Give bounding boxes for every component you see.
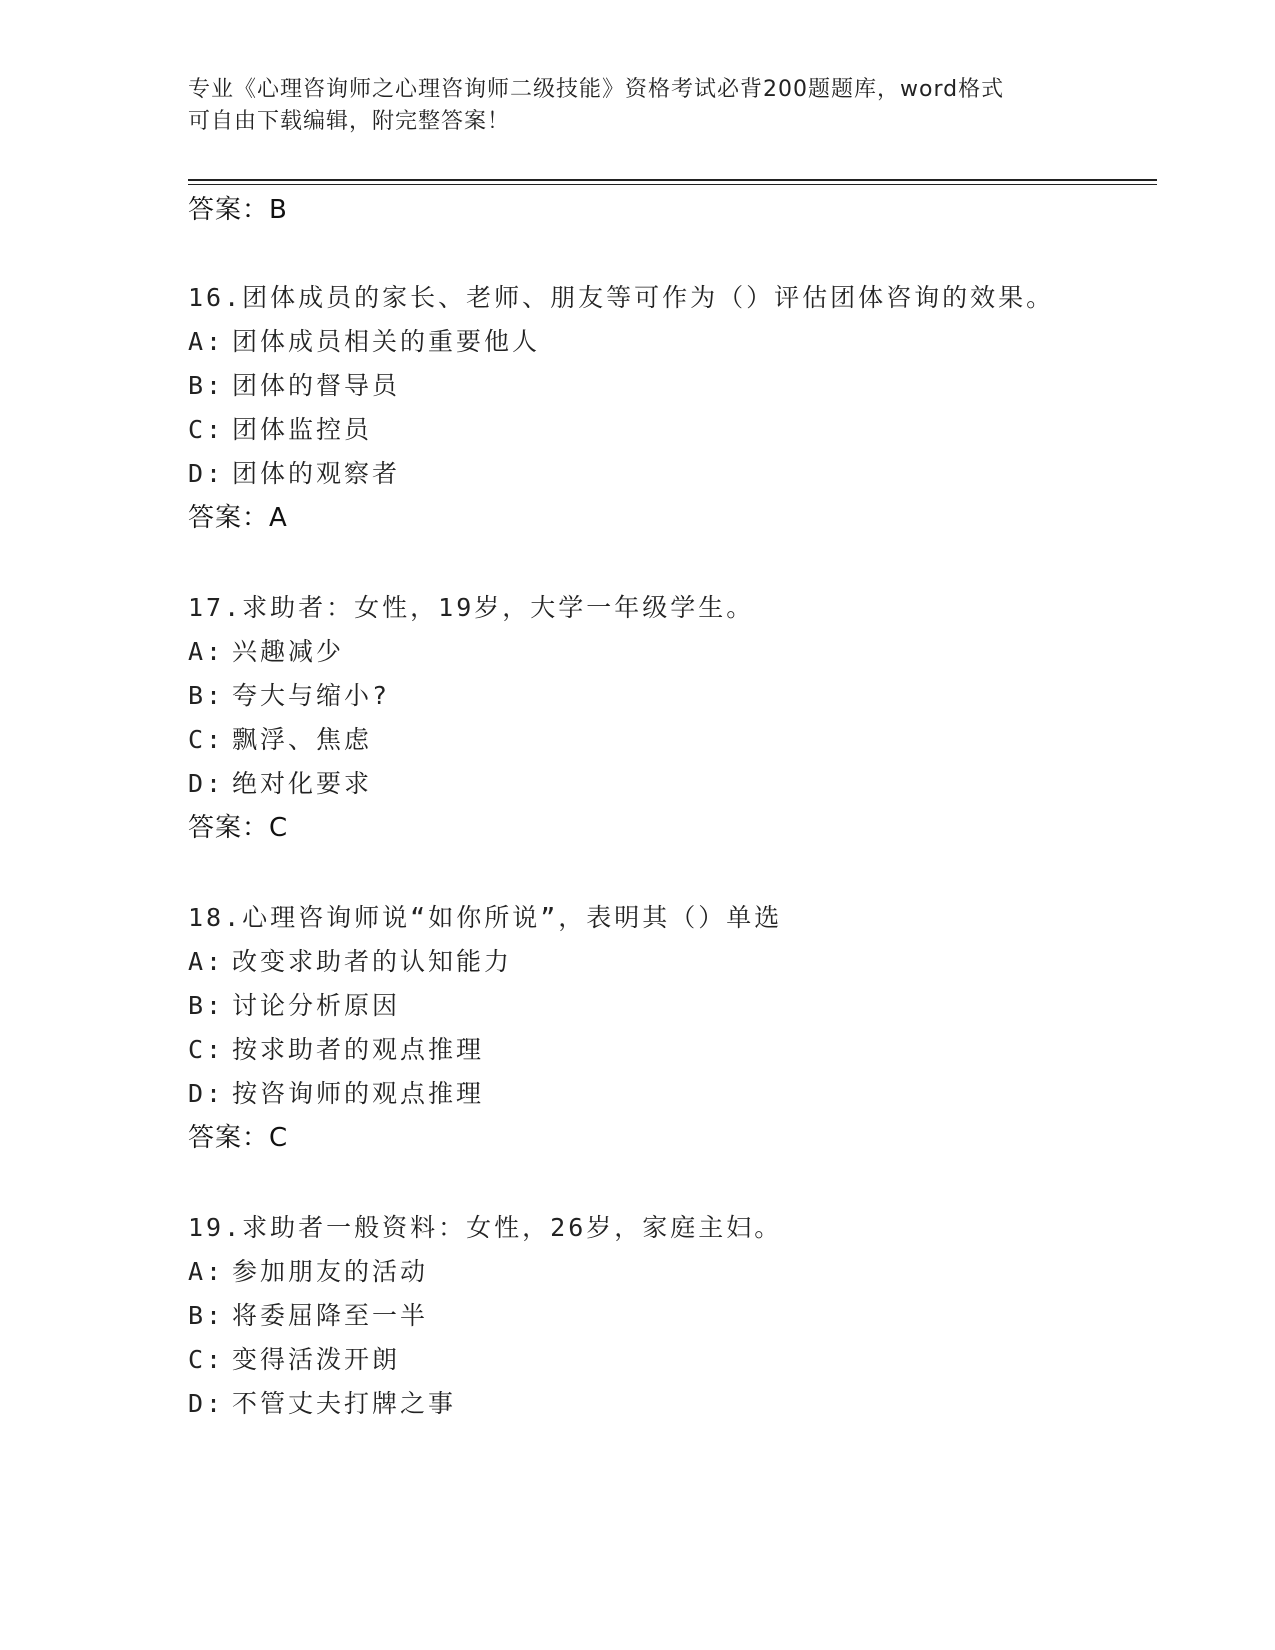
option-a (188, 327, 540, 357)
option-text: 飘浮、焦虑 (232, 725, 373, 754)
option-text: 团体的观察者 (232, 459, 401, 488)
option-letter: B: (188, 681, 225, 710)
option-text: 按求助者的观点推理 (232, 1035, 485, 1064)
option-a (188, 947, 512, 977)
header-line-1: 专业《心理咨询师之心理咨询师二级技能》资格考试必背200题题库，word格式 (188, 77, 1005, 102)
option-letter: B: (188, 371, 225, 400)
option-letter: A: (188, 1257, 225, 1286)
option-letter: C: (188, 1345, 225, 1374)
answer-line: 答案：A (188, 503, 288, 533)
question-stem: 16.团体成员的家长、老师、朋友等可作为（）评估团体咨询的效果。 (188, 283, 1055, 312)
option-c (188, 725, 372, 755)
option-letter: D: (188, 1079, 225, 1108)
option-b (188, 371, 400, 401)
option-letter: C: (188, 1035, 225, 1064)
option-text: 夸大与缩小? (232, 681, 391, 710)
option-d (188, 769, 372, 799)
question-stem: 17.求助者：女性，19岁，大学一年级学生。 (188, 593, 755, 622)
option-c (188, 1035, 484, 1065)
option-a (188, 1257, 428, 1287)
option-d (188, 459, 400, 489)
option-letter: A: (188, 327, 225, 356)
option-text: 不管丈夫打牌之事 (232, 1389, 457, 1418)
option-letter: D: (188, 459, 225, 488)
option-d (188, 1389, 456, 1419)
answer-line: 答案：C (188, 813, 289, 843)
option-letter: C: (188, 725, 225, 754)
option-b (188, 1301, 428, 1331)
option-text: 兴趣减少 (232, 637, 345, 666)
option-b (188, 991, 400, 1021)
header-rule-thin (188, 184, 1157, 185)
option-letter: A: (188, 947, 225, 976)
option-letter: C: (188, 415, 225, 444)
option-c (188, 1345, 400, 1375)
header-line-2: 可自由下载编辑，附完整答案！ (188, 109, 511, 134)
option-letter: D: (188, 1389, 225, 1418)
answer-line: 答案：C (188, 1123, 289, 1153)
option-letter: B: (188, 991, 225, 1020)
option-letter: D: (188, 769, 225, 798)
option-letter: A: (188, 637, 225, 666)
option-text: 讨论分析原因 (232, 991, 401, 1020)
option-text: 团体成员相关的重要他人 (232, 327, 541, 356)
question-stem: 19.求助者一般资料：女性，26岁，家庭主妇。 (188, 1213, 783, 1242)
option-text: 团体的督导员 (232, 371, 401, 400)
option-text: 改变求助者的认知能力 (232, 947, 513, 976)
option-text: 变得活泼开朗 (232, 1345, 401, 1374)
option-text: 绝对化要求 (232, 769, 373, 798)
option-letter: B: (188, 1301, 225, 1330)
header-rule-thick (188, 179, 1157, 181)
option-d (188, 1079, 484, 1109)
option-text: 按咨询师的观点推理 (232, 1079, 485, 1108)
option-text: 参加朋友的活动 (232, 1257, 429, 1286)
document-header (188, 74, 1088, 138)
option-c (188, 415, 372, 445)
option-text: 将委屈降至一半 (232, 1301, 429, 1330)
question-stem: 18.心理咨询师说“如你所说”，表明其（）单选 (188, 903, 783, 932)
option-b (188, 681, 390, 711)
option-text: 团体监控员 (232, 415, 373, 444)
answer-line: 答案：B (188, 195, 288, 225)
option-a (188, 637, 344, 667)
